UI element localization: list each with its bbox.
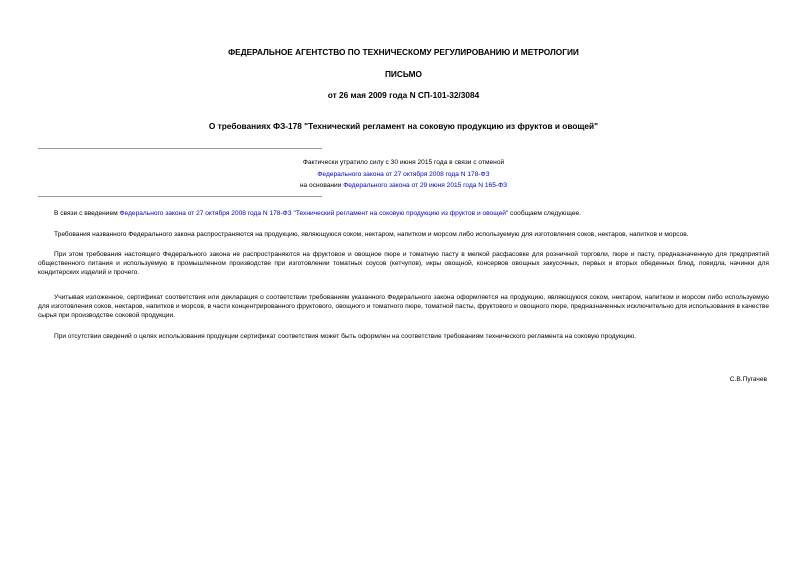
repealing-law-link[interactable]: Федерального закона от 29 июня 2015 года N 165-ФЗ: [343, 182, 508, 189]
repealed-law-link[interactable]: Федерального закона от 27 октября 2008 года N 178-ФЗ: [317, 171, 490, 178]
paragraph-5: При отсутствии сведений о целях использования продукции сертификат соответствия может быть оформлен на соответствие требованиям технического регламента на соковую продукцию.: [54, 333, 637, 340]
status-note-line-3: [0, 181, 807, 190]
paragraph-2: Требования названного Федерального закона распространяются на продукцию, являющуюся соком, нектаром, напитком и морсом либо используемую для изготовления соков, нектаров, напитков и морсов.: [54, 231, 689, 238]
paragraph-1-prefix: В связи с введением: [54, 210, 120, 217]
agency-title: ФЕДЕРАЛЬНОЕ АГЕНТСТВО ПО ТЕХНИЧЕСКОМУ РЕГУЛИРОВАНИЮ И МЕТРОЛОГИИ: [228, 47, 579, 57]
paragraph-1-suffix: сообщаем следующее.: [508, 210, 581, 217]
paragraph-1: [38, 209, 769, 218]
status-note-line-1: Фактически утратило силу с 30 июня 2015 года в связи с отменой: [302, 159, 505, 166]
status-note-prefix: на основании: [299, 182, 344, 189]
paragraph-4: Учитывая изложенное, сертификат соответствия или декларация о соответствии требованиям указанного Федерального закона оформляется на продукцию, являющуюся соком, нектаром, напитком и морсом либо используемую для изготовления соков, нектаров, напитков и морсов, в части концентрированного фруктового, овощного и томатного пюре, томатной пасты, фруктового и овощного пюре, предназначенных исключительно для использования в качестве сырья при производстве соковой продукции.: [38, 294, 769, 319]
paragraph-3: При этом требования настоящего Федерального закона не распространяются на фруктовое и овощное пюре и томатную пасту в мелкой расфасовке для розничной торговли, пюре и пасту, предназначенную для предприятий общественного питания и используемую в промышленном производстве при изготовлении томатных соусов (кетчупов), икры овощной, консервов овощных закусочных, первых и вторых обеденных блюд, повидла, начинки для кондитерских изделий и прочего.: [38, 251, 769, 276]
document-subject: О требованиях ФЗ-178 "Технический регламент на соковую продукцию из фруктов и овощей": [208, 121, 599, 131]
document-date-number: от 26 мая 2009 года N СП-101-32/3084: [327, 90, 480, 100]
signature: С.В.Пугачев: [729, 376, 767, 383]
document-type: ПИСЬМО: [384, 69, 423, 79]
divider-top: [38, 148, 322, 149]
law-178-link[interactable]: Федерального закона от 27 октября 2008 года N 178-ФЗ "Технический регламент на соковую продукцию из фруктов и овощей": [119, 210, 509, 217]
status-note-line-2: [0, 170, 807, 179]
divider-bottom: [38, 196, 322, 197]
